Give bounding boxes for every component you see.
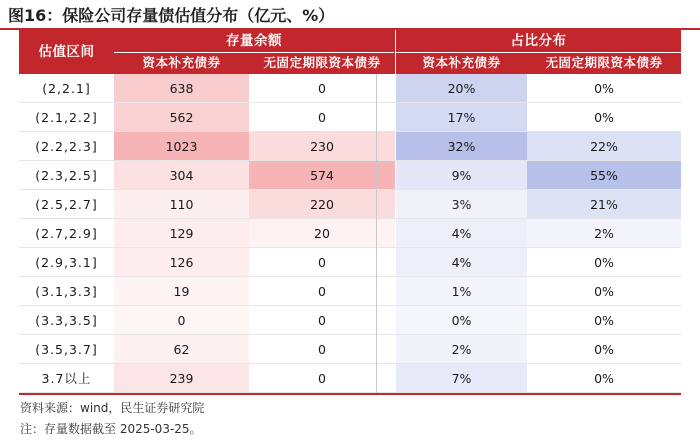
table-row [19, 190, 681, 219]
figure-title: 图16：保险公司存量债估值分布（亿元、%） [8, 6, 335, 25]
table-bottom-rule [19, 393, 681, 395]
cell-balance-capital: 126 [114, 248, 249, 277]
cell-share-perpetual: 0% [594, 342, 614, 357]
cell-share-perpetual: 0% [594, 284, 614, 299]
cell-balance-perpetual: 0 [318, 255, 326, 270]
cell-valuation-range: (2.2,2.3] [35, 139, 98, 154]
header-balance-capital: 资本补充债券 [142, 55, 221, 70]
cell-valuation-range: (2.9,3.1] [35, 255, 98, 270]
table-row [19, 335, 681, 364]
cell-balance-capital: 62 [114, 335, 249, 364]
cell-share-capital: 1% [396, 277, 527, 306]
cell-balance-perpetual: 0 [318, 284, 326, 299]
header-group-balance: 存量余额 [226, 33, 282, 49]
cell-balance-capital: 239 [114, 364, 249, 393]
cell-valuation-range: (2.3,2.5] [35, 168, 98, 183]
cell-balance-capital: 638 [114, 74, 249, 103]
cell-balance-perpetual: 230 [249, 132, 395, 161]
cell-balance-perpetual: 0 [318, 110, 326, 125]
table-row [19, 103, 681, 132]
table-header [19, 30, 681, 74]
cell-share-capital: 17% [396, 103, 527, 132]
cell-valuation-range: (3.5,3.7] [35, 342, 98, 357]
cell-share-perpetual: 0% [594, 371, 614, 386]
cell-share-capital: 7% [396, 364, 527, 393]
table-row [19, 277, 681, 306]
cell-share-perpetual: 0% [594, 313, 614, 328]
header-valuation-range: 估值区间 [38, 44, 95, 60]
cell-balance-perpetual: 574 [249, 161, 395, 190]
cell-share-capital: 3% [396, 190, 527, 219]
table-row [19, 364, 681, 393]
cell-share-capital: 4% [396, 248, 527, 277]
cell-share-capital: 9% [396, 161, 527, 190]
cell-balance-perpetual: 0 [318, 342, 326, 357]
cell-share-perpetual: 0% [594, 81, 614, 96]
cell-balance-capital: 1023 [114, 132, 249, 161]
cell-share-capital: 20% [396, 74, 527, 103]
cell-valuation-range: (3.3,3.5] [35, 313, 98, 328]
cell-share-perpetual: 0% [594, 255, 614, 270]
cell-balance-perpetual: 0 [318, 81, 326, 96]
table-row [19, 306, 681, 335]
cell-share-capital: 0% [396, 306, 527, 335]
cell-share-capital: 4% [396, 219, 527, 248]
cell-balance-capital: 19 [114, 277, 249, 306]
header-share-capital: 资本补充债券 [422, 55, 501, 70]
cell-share-capital: 32% [396, 132, 527, 161]
cell-balance-perpetual: 220 [249, 190, 395, 219]
cell-share-perpetual: 21% [527, 190, 681, 219]
cell-balance-perpetual: 0 [318, 313, 326, 328]
cell-share-perpetual: 55% [527, 161, 681, 190]
cell-balance-capital: 0 [114, 306, 249, 335]
cell-balance-capital: 110 [114, 190, 249, 219]
header-group-share: 占比分布 [510, 33, 567, 49]
table-row [19, 248, 681, 277]
cell-share-perpetual: 0% [594, 110, 614, 125]
cell-balance-capital: 129 [114, 219, 249, 248]
cell-balance-capital: 562 [114, 103, 249, 132]
table-row [19, 219, 681, 248]
date-note: 注：存量数据截至 2025-03-25。 [20, 422, 202, 436]
cell-share-perpetual: 2% [527, 219, 681, 248]
header-balance-perpetual: 无固定期限资本债券 [263, 55, 381, 70]
cell-balance-perpetual: 0 [318, 371, 326, 386]
cell-valuation-range: (2,2.1] [42, 81, 91, 96]
table-row [19, 132, 681, 161]
source-note: 资料来源：wind，民生证券研究院 [20, 401, 205, 415]
cell-valuation-range: (2.1,2.2] [35, 110, 98, 125]
table-body [19, 74, 681, 393]
cell-valuation-range: (2.5,2.7] [35, 197, 98, 212]
table-row [19, 74, 681, 103]
cell-valuation-range: (2.7,2.9] [35, 226, 98, 241]
cell-balance-perpetual: 20 [249, 219, 395, 248]
cell-share-perpetual: 22% [527, 132, 681, 161]
cell-share-capital: 2% [396, 335, 527, 364]
cell-valuation-range: 3.7以上 [41, 371, 92, 386]
cell-valuation-range: (3.1,3.3] [35, 284, 98, 299]
table-row [19, 161, 681, 190]
header-share-perpetual: 无固定期限资本债券 [545, 55, 663, 70]
cell-balance-capital: 304 [114, 161, 249, 190]
column-divider [376, 74, 377, 393]
